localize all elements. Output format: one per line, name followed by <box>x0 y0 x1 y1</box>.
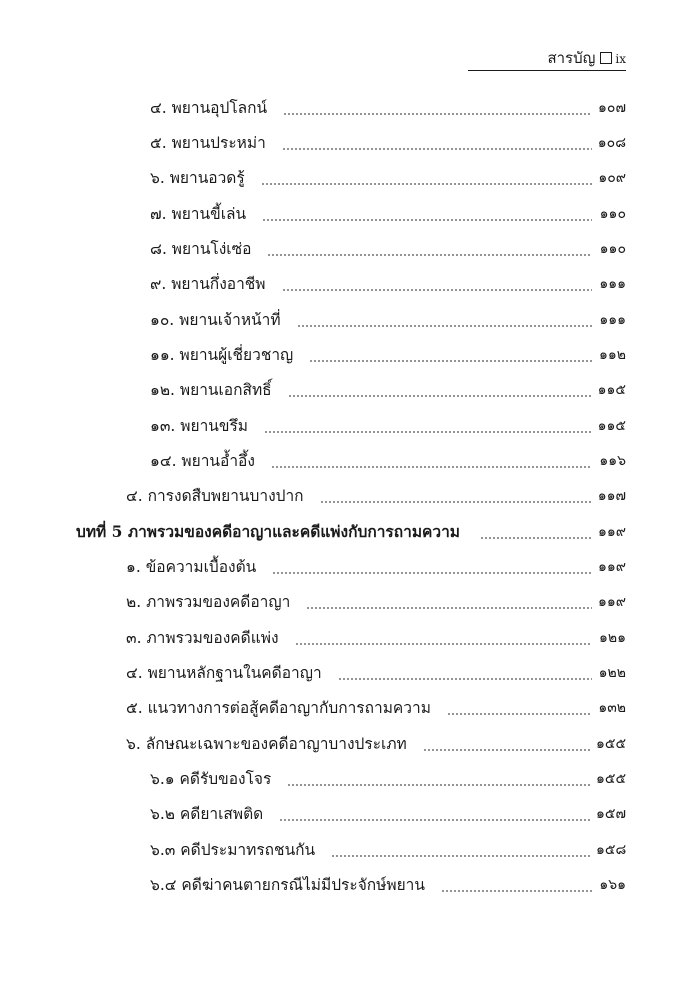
toc-entry-page: ๑๑๙ <box>597 524 626 540</box>
toc-entry-label: ๔. พยานอุปโลกน์ <box>150 99 268 117</box>
running-header <box>468 48 626 69</box>
toc-entry <box>126 655 626 691</box>
toc-entry-page: ๑๑๑ <box>599 312 626 328</box>
toc-entry <box>126 690 626 726</box>
toc-entry-page: ๑๑๑ <box>599 276 626 292</box>
toc-entry-page: ๑๑๐ <box>599 206 626 222</box>
toc-entry-label: ๓. ภาพรวมของคดีแพ่ง <box>126 629 279 647</box>
dot-leader <box>295 629 592 647</box>
toc-entry-page: ๑๐๙ <box>598 170 626 186</box>
toc-entry-label: ๙. พยานกึ่งอาชีพ <box>150 275 266 293</box>
toc-entry-label: ๑๓. พยานขรึม <box>150 417 249 435</box>
toc-entry-label: ๒. ภาพรวมของคดีอาญา <box>126 593 291 611</box>
toc-entry-label: ๑๐. พยานเจ้าหน้าที่ <box>150 311 281 329</box>
toc-entry-label: ๑๔. พยานอ้ำอึ้ง <box>150 452 255 470</box>
toc-entry <box>150 867 626 903</box>
toc-entry-page: ๑๑๐ <box>599 241 626 257</box>
dot-leader <box>320 487 592 505</box>
toc-entry-page: ๑๒๒ <box>598 665 626 681</box>
toc-entry-label: ๕. พยานประหม่า <box>150 134 266 152</box>
dot-leader <box>261 169 592 187</box>
dot-leader <box>297 311 592 329</box>
toc-entry <box>150 125 626 161</box>
toc-entry <box>126 584 626 620</box>
toc-entry-label: ๖. พยานอวดรู้ <box>150 169 245 187</box>
toc-entry <box>126 478 626 514</box>
toc-entry-page: ๑๑๕ <box>597 382 626 398</box>
toc-entry <box>150 443 626 479</box>
toc-entry-page: ๑๕๕ <box>596 771 627 787</box>
toc-entry-label: ๖.๑ คดีรับของโจร <box>150 770 272 788</box>
chapter-entry <box>76 514 626 550</box>
toc-entry <box>150 832 626 868</box>
header-title: สารบัญ <box>547 49 596 67</box>
dot-leader <box>441 876 592 894</box>
toc-entry <box>150 761 626 797</box>
dot-leader <box>288 381 592 399</box>
toc-entry-label: ๖.๒ คดียาเสพติด <box>150 805 264 823</box>
toc-entry-label: ๖.๓ คดีประมาทรถชนกัน <box>150 841 316 859</box>
dot-leader <box>480 523 592 541</box>
toc-entry-label: ๖. ลักษณะเฉพาะของคดีอาญาบางประเภท <box>126 735 407 753</box>
chapter-title: บทที่ 5 ภาพรวมของคดีอาญาและคดีแพ่งกับการถามความ <box>76 522 461 541</box>
toc-entry <box>150 196 626 232</box>
dot-leader <box>447 699 592 717</box>
toc-entry-page: ๑๑๒ <box>598 347 626 363</box>
dot-leader <box>331 841 592 859</box>
dot-leader <box>279 805 592 823</box>
toc-entry-page: ๑๕๗ <box>596 806 627 822</box>
toc-entry-label: ๖.๔ คดีฆ่าคนตายกรณีไม่มีประจักษ์พยาน <box>150 876 425 894</box>
toc-entry <box>150 90 626 126</box>
toc-entry-page: ๑๑๖ <box>599 453 626 469</box>
toc-entry <box>150 231 626 267</box>
dot-leader <box>267 240 592 258</box>
dot-leader <box>306 593 592 611</box>
toc-entry <box>150 408 626 444</box>
dot-leader <box>272 558 592 576</box>
toc-entry-page: ๑๐๘ <box>597 135 626 151</box>
toc-entry <box>126 549 626 585</box>
toc-entry <box>150 372 626 408</box>
toc-entry-page: ๑๑๙ <box>597 559 626 575</box>
toc-entry <box>150 160 626 196</box>
dot-leader <box>282 275 592 293</box>
dot-leader <box>282 134 592 152</box>
dot-leader <box>338 664 592 682</box>
dot-leader <box>309 346 592 364</box>
toc-entry-label: ๑๑. พยานผู้เชี่ยวชาญ <box>150 346 294 364</box>
dot-leader <box>264 417 592 435</box>
header-rule <box>468 70 626 71</box>
toc-entry <box>150 266 626 302</box>
toc-entry-page: ๑๓๒ <box>598 700 626 716</box>
dot-leader <box>287 770 592 788</box>
toc-entry-label: ๔. พยานหลักฐานในคดีอาญา <box>126 664 322 682</box>
toc-entry <box>126 726 626 762</box>
toc-entry-label: ๑๒. พยานเอกสิทธิ์ <box>150 381 272 399</box>
dot-leader <box>262 205 592 223</box>
dot-leader <box>283 99 592 117</box>
dot-leader <box>423 735 592 753</box>
toc-entry <box>150 337 626 373</box>
toc-entry-page: ๑๖๑ <box>599 877 626 893</box>
toc-entry-label: ๗. พยานขี้เล่น <box>150 205 247 223</box>
toc-entry <box>150 302 626 338</box>
toc-entry-page: ๑๑๙ <box>597 594 626 610</box>
header-page-number: ix <box>615 52 626 66</box>
dot-leader <box>271 452 592 470</box>
toc-entry-label: ๘. พยานโง่เซ่อ <box>150 240 252 258</box>
toc-entry-page: ๑๑๗ <box>597 488 626 504</box>
toc-entry-page: ๑๑๕ <box>597 418 626 434</box>
checkbox-icon <box>600 52 612 64</box>
toc-entry-page: ๑๒๑ <box>598 630 626 646</box>
toc-entry-page: ๑๕๕ <box>596 736 627 752</box>
toc-entry-label: ๕. แนวทางการต่อสู้คดีอาญากับการถามความ <box>126 699 431 717</box>
toc-entry-label: ๑. ข้อความเบื้องต้น <box>126 558 257 576</box>
toc-entry-page: ๑๕๘ <box>596 842 627 858</box>
toc-entry <box>150 796 626 832</box>
toc-entry-label: ๔. การงดสืบพยานบางปาก <box>126 487 304 505</box>
toc-entry <box>126 620 626 656</box>
toc-entry-page: ๑๐๗ <box>598 100 626 116</box>
